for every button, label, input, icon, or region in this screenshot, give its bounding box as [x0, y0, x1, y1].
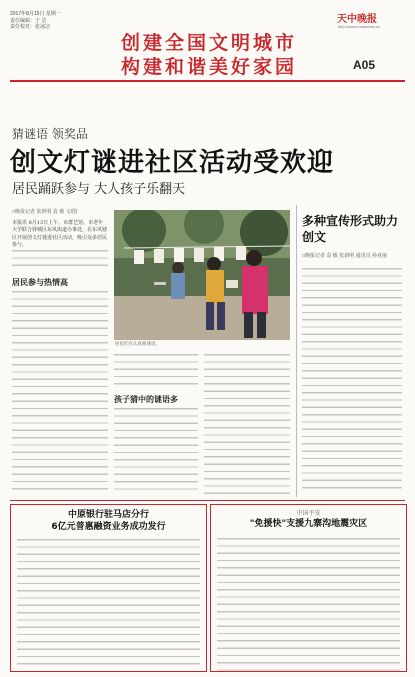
bank-article-title-1: 中原银行驻马店分行	[67, 510, 149, 520]
side-article-body	[302, 268, 402, 494]
insurance-article-box	[210, 504, 407, 672]
side-article-title: 多种宣传形式助力创文	[302, 214, 399, 244]
article-lead: 本报讯 8月13日上午，市群艺馆、市老年大学联合驿城区东风街道办事处，在东风辖区开展创文灯谜进社区活动，吸引众多居民参与。	[12, 220, 108, 248]
page-number: A05	[353, 58, 376, 72]
newspaper-logo: 天中晚报	[337, 14, 377, 25]
side-article-byline: □晚报记者 袁 敏 张新明 通讯员 孙亚丽	[302, 253, 387, 259]
article-byline: □晚报记者 张新明 袁 敏 文/图	[12, 209, 77, 215]
campaign-banner	[95, 28, 323, 76]
section-title-1: 居民参与热情高	[12, 277, 68, 287]
banner-line-2: 构建和谐美好家园	[120, 56, 297, 78]
article-photo	[114, 210, 290, 340]
insurance-article-body	[217, 538, 400, 672]
bank-article-body	[17, 539, 200, 669]
proofreader-line: 责任校对：张冰洁	[10, 24, 51, 30]
article-body-text	[114, 354, 198, 390]
newspaper-url: http://www.zmdnews.cn	[338, 24, 380, 29]
insurance-tag: 中国平安	[296, 510, 321, 517]
header-divider	[10, 80, 405, 82]
bank-article-box	[10, 504, 207, 672]
issue-date: 2017年8月15日 星期一	[10, 11, 61, 17]
bank-article-title-2: 6亿元普惠融资业务成功发行	[51, 522, 166, 532]
article-body-text	[12, 250, 108, 272]
article-body-text	[12, 291, 108, 493]
article-subhead: 居民踊跃参与 大人孩子乐翻天	[12, 182, 186, 197]
section-title-2: 孩子猜中的谜语多	[114, 394, 178, 404]
banner-line-1: 创建全国文明城市	[120, 32, 297, 54]
article-kicker: 猜谜语 领奖品	[12, 127, 88, 141]
insurance-article-title: "免援快"支援九寨沟地震灾区	[249, 519, 368, 529]
section-divider	[10, 500, 405, 501]
article-headline: 创文灯谜进社区活动受欢迎	[10, 148, 335, 178]
article-body-text	[114, 408, 198, 494]
editor-line: 责任编辑：于 洁	[10, 17, 47, 24]
article-body-text	[204, 354, 290, 494]
column-divider	[296, 205, 297, 497]
issue-date-block	[10, 11, 61, 31]
photo-caption: 居民们在认真猜谜语。	[115, 342, 160, 347]
